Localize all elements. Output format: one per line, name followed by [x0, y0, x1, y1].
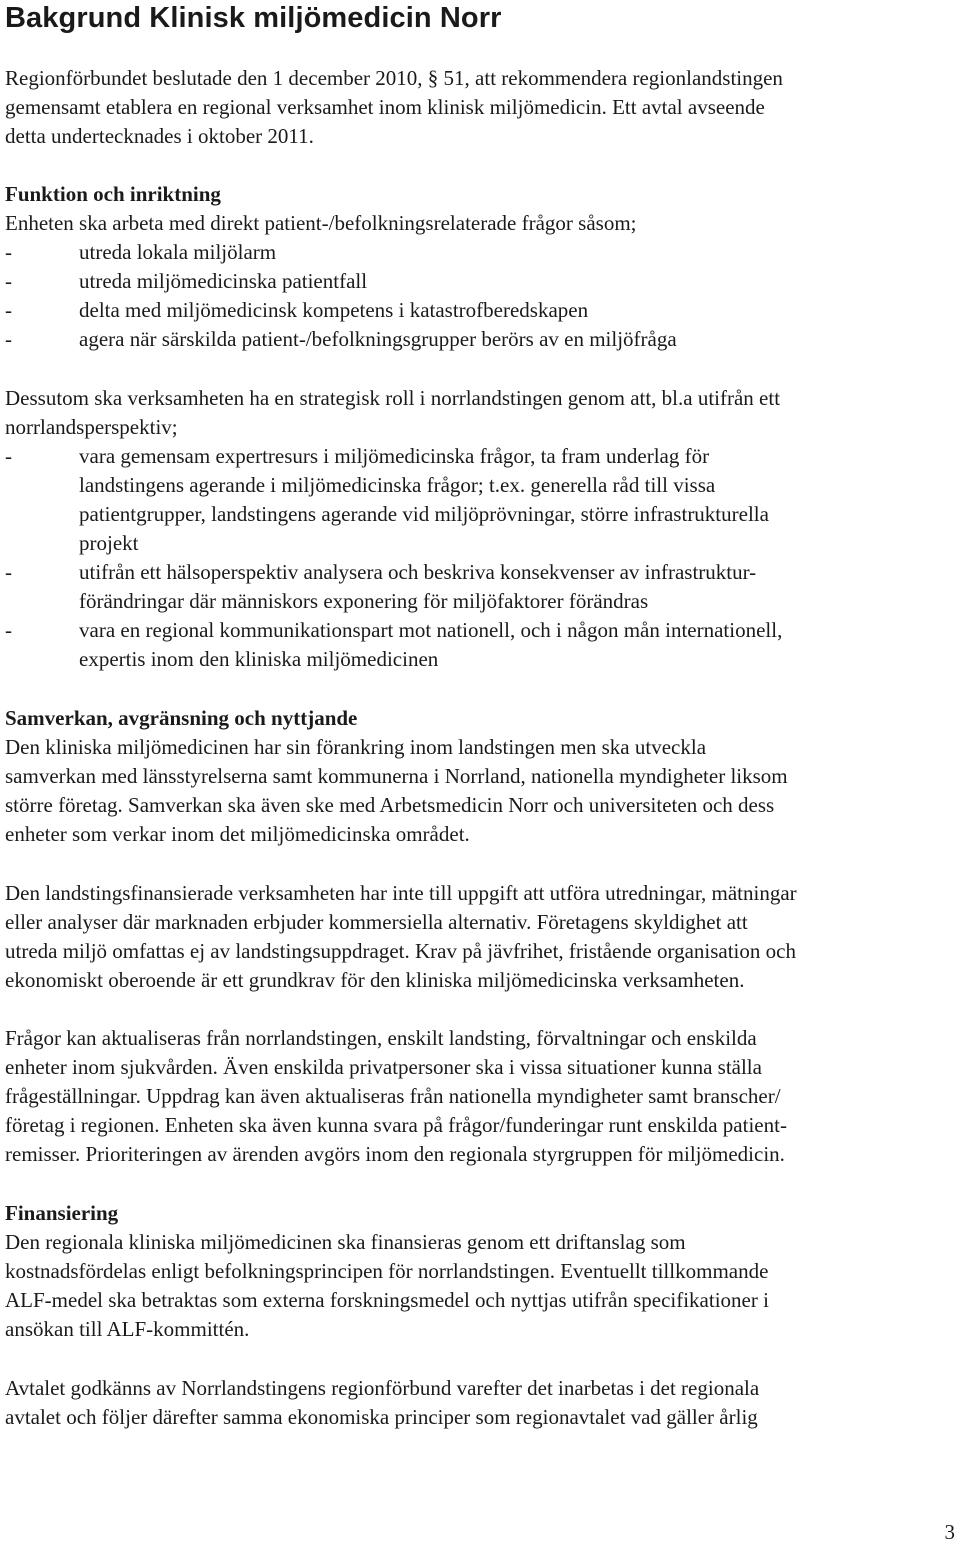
finansiering-section: Finansiering Den regionala kliniska miljömedicinen ska finansieras genom ett driftanslag som kostnadsfördelas enligt befolkningsprincipen för norrlandstingen. Eventuellt tillkommande ALF-medel ska betraktas som externa forskningsmedel och nyttjas utifrån specifikationer i ansökan till ALF-kommittén. [5, 1199, 955, 1344]
dash-marker: - [5, 444, 12, 468]
list-item: - utifrån ett hälsoperspektiv analysera och beskriva konsekvenser av infrastruktur- förändringar där människors exponering för miljöfaktorer förändras [5, 558, 955, 616]
samverkan-paragraph-2: Den landstingsfinansierade verksamheten har inte till uppgift att utföra utredningar, mätningar eller analyser där marknaden erbjuder kommersiella alternativ. Företagens skyldighet att utreda miljö omfattas ej av landstingsuppdraget. Krav på jävfrihet, fristående organisation och ekonomiskt oberoende är ett grundkrav för den kliniska miljömedicinska verksamheten. [5, 881, 797, 992]
funktion-lead: Enheten ska arbeta med direkt patient-/befolkningsrelaterade frågor såsom; [5, 211, 637, 235]
section-heading-samverkan: Samverkan, avgränsning och nyttjande [5, 706, 358, 730]
strategisk-lead-line: Dessutom ska verksamheten ha en strategisk roll i norrlandstingen genom att, bl.a utifrån ett [5, 386, 781, 410]
samverkan-paragraph-3: Frågor kan aktualiseras från norrlandstingen, enskilt landsting, förvaltningar och enskilda enheter inom sjukvården. Även enskilda privatpersoner ska i vissa situationer kunna ställa frågeställningar. Uppdrag kan även aktualiseras från nationella myndigheter samt branscher/ företag i regionen. Enheten ska även kunna svara på frågor/funderingar runt enskilda patient- remisser. Prioriteringen av ärenden avgörs inom den regionala styrgruppen för miljömedicin. [5, 1026, 787, 1166]
dash-marker: - [5, 618, 12, 642]
samverkan-section: Samverkan, avgränsning och nyttjande Den kliniska miljömedicinen har sin förankring inom landstingen men ska utveckla samverkan med länsstyrelserna samt kommunerna i Norrland, nationella myndigheter liksom större företag. Samverkan ska även ske med Arbetsmedicin Norr och universiteten och dess enheter som verkar inom det miljömedicinska området. [5, 704, 955, 849]
strategisk-lead-line: norrlandsperspektiv; [5, 415, 178, 439]
strategisk-section [5, 384, 955, 674]
section-heading-funktion: Funktion och inriktning [5, 182, 221, 206]
finansiering-paragraph-2: Avtalet godkänns av Norrlandstingens regionförbund varefter det inarbetas i det regionala avtalet och följer därefter samma ekonomiska principer som regionavtalet vad gäller årlig [5, 1376, 760, 1429]
intro-paragraph [5, 64, 955, 151]
page-number: 3 [944, 1520, 955, 1544]
dash-marker: - [5, 298, 12, 322]
page-title: Bakgrund Klinisk miljömedicin Norr [5, 2, 502, 34]
dash-marker: - [5, 240, 12, 264]
list-item: - vara en regional kommunikationspart mot nationell, och i någon mån internationell, expertis inom den kliniska miljömedicinen [5, 616, 955, 674]
dash-marker: - [5, 269, 12, 293]
list-item: - vara gemensam expertresurs i miljömedicinska frågor, ta fram underlag för landstingens agerande i miljömedicinska frågor; t.ex. generella råd till vissa patientgrupper, landstingens agerande vid miljöprövningar, större infrastrukturella projekt [5, 442, 955, 558]
list-item: - delta med miljömedicinsk kompetens i katastrofberedskapen [5, 296, 955, 325]
funktion-section [5, 180, 955, 354]
dash-marker: - [5, 560, 12, 584]
intro-line: detta undertecknades i oktober 2011. [5, 124, 314, 148]
list-item: - agera när särskilda patient-/befolkningsgrupper berörs av en miljöfråga [5, 325, 955, 354]
list-item: - utreda miljömedicinska patientfall [5, 267, 955, 296]
list-item: - utreda lokala miljölarm [5, 238, 955, 267]
dash-marker: - [5, 327, 12, 351]
section-heading-finansiering: Finansiering [5, 1201, 119, 1225]
intro-line: Regionförbundet beslutade den 1 december 2010, § 51, att rekommendera regionlandstingen [5, 66, 783, 90]
intro-line: gemensamt etablera en regional verksamhet inom klinisk miljömedicin. Ett avtal avseende [5, 95, 765, 119]
